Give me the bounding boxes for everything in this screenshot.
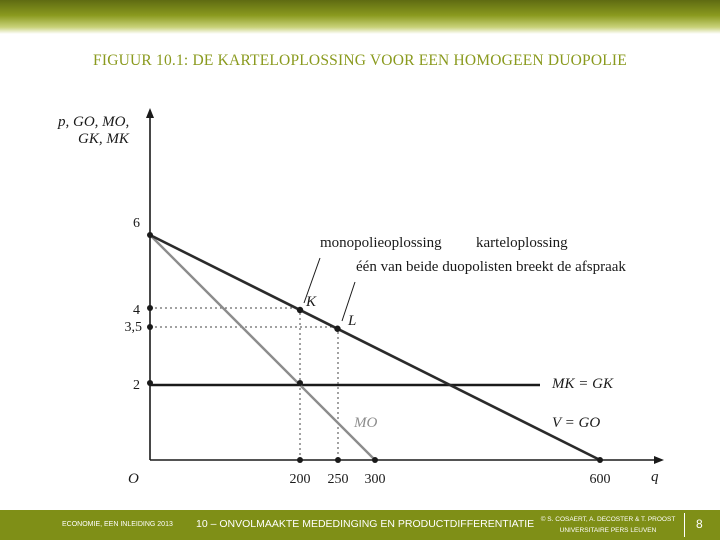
- point-k: [297, 307, 303, 313]
- origin-label: O: [128, 471, 139, 487]
- y-tick-2: 2: [133, 378, 140, 393]
- y-axis-arrow: [146, 108, 154, 118]
- y-tick-4: 4: [133, 303, 140, 318]
- y-tick-6: 6: [133, 216, 140, 231]
- mo-curve: [150, 235, 378, 460]
- y-axis-label-line2: GK, MK: [78, 131, 129, 147]
- x-tick-300: 300: [364, 472, 386, 487]
- x-tick-200: 200: [289, 472, 311, 487]
- footer-chapter-title: 10 – ONVOLMAAKTE MEDEDINGING EN PRODUCTDIFFERENTIATIE: [196, 518, 535, 530]
- point-axis-200: [297, 457, 303, 463]
- page-number: 8: [696, 517, 703, 531]
- mo-curve-label: MO: [354, 415, 378, 431]
- y-tick-3-5: 3,5: [124, 320, 142, 335]
- point-intercept-6: [147, 232, 153, 238]
- x-axis-arrow: [654, 456, 664, 464]
- point-axis-600: [597, 457, 603, 463]
- point-k-label: K: [306, 294, 317, 310]
- footer-copyright-line1: © S. COSAERT, A. DECOSTER & T. PROOST: [540, 516, 676, 523]
- annotation-karteloplossing: karteloplossing: [476, 235, 568, 251]
- footer-bar: [0, 510, 720, 540]
- point-axis-2: [147, 380, 153, 386]
- point-l: [334, 326, 340, 332]
- footer-separator: [684, 513, 685, 537]
- annotation-monopolieoplossing: monopolieoplossing: [320, 235, 442, 251]
- footer-copyright-line2: UNIVERSITAIRE PERS LEUVEN: [559, 527, 657, 534]
- mk-curve-label: MK = GK: [552, 376, 613, 392]
- point-axis-3-5: [147, 324, 153, 330]
- footer-copyright: [536, 514, 680, 536]
- y-axis-label-line1: p, GO, MO,: [58, 114, 130, 130]
- footer-book-title: ECONOMIE, EEN INLEIDING 2013: [62, 521, 173, 528]
- x-tick-250: 250: [327, 472, 349, 487]
- point-l-label: L: [348, 313, 357, 329]
- slide-title: FIGUUR 10.1: DE KARTELOPLOSSING VOOR EEN HOMOGEEN DUOPOLIE: [93, 52, 627, 69]
- point-axis-4: [147, 305, 153, 311]
- demand-curve-label: V = GO: [552, 415, 601, 431]
- x-axis-label: q: [651, 469, 659, 485]
- annotation-breekt-afspraak: één van beide duopolisten breekt de afspraak: [356, 259, 626, 275]
- point-mo-mk: [297, 380, 303, 386]
- x-tick-600: 600: [589, 472, 611, 487]
- point-axis-300: [372, 457, 378, 463]
- point-axis-250: [335, 457, 341, 463]
